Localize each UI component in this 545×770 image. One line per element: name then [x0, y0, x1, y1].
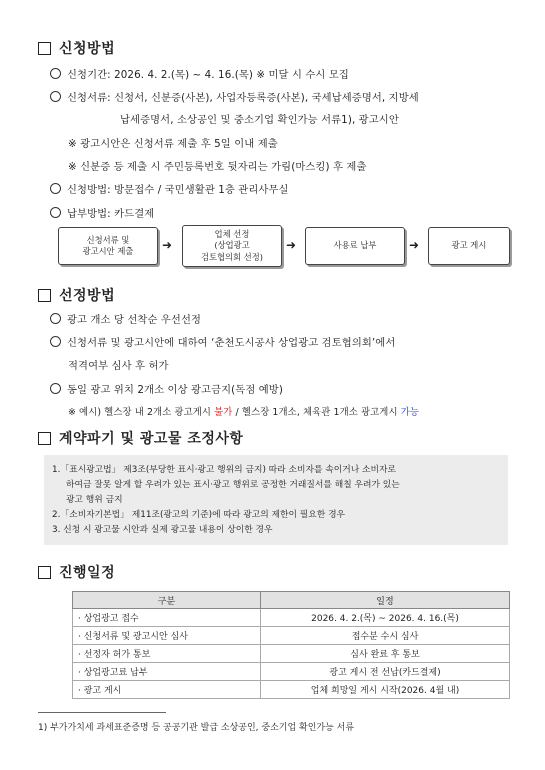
- footnote-divider: [38, 712, 166, 713]
- checkbox-square-icon: [38, 432, 51, 445]
- flow-step-post: 광고 게시: [428, 227, 510, 265]
- checkbox-square-icon: [38, 289, 51, 302]
- circle-bullet-icon: [50, 313, 61, 324]
- section-title-schedule: [38, 562, 115, 582]
- allowed-label: 가능: [400, 407, 420, 418]
- arrow-right-icon: ➜: [286, 238, 297, 252]
- terms-item-1-cont: 하여금 잘못 알게 할 우려가 있는 표시·광고 행위로 공정한 거래질서를 해칠 우려가 있는: [66, 480, 400, 490]
- column-header: 구분: [73, 592, 261, 609]
- apply-method: 신청방법: 방문접수 / 국민생활관 1층 관리사무실: [50, 181, 289, 196]
- table-cell: · 선정자 허가 통보: [73, 645, 261, 663]
- terms-item-1: 1.「표시광고법」 제3조(부당한 표시·광고 행위의 금지) 따라 소비자를 속이거나 소비자로: [52, 465, 397, 475]
- section-title-terms: [38, 428, 243, 448]
- select-example: ※ 예시) 헬스장 내 2개소 광고게시 불가 / 헬스장 1개소, 체육관 1개소 광고게시 가능: [68, 407, 420, 418]
- flow-step-fee: 사용료 납부: [305, 227, 405, 265]
- select-line-2: 신청서류 및 광고시안에 대하여 ‘춘천도시공사 상업광고 검토협의회’에서: [50, 334, 395, 349]
- flow-step-select: 업체 선정 (상업광고 검토협의회 선정): [182, 225, 282, 267]
- terms-box: [44, 455, 508, 545]
- table-row: [73, 663, 510, 681]
- circle-bullet-icon: [50, 68, 61, 79]
- table-row: [73, 627, 510, 645]
- terms-item-3: 3. 신청 시 광고물 시안과 실제 광고물 내용이 상이한 경우: [52, 525, 273, 535]
- checkbox-square-icon: [38, 566, 51, 579]
- checkbox-square-icon: [38, 42, 51, 55]
- section-title-text: 진행일정: [59, 565, 116, 581]
- arrow-right-icon: ➜: [162, 238, 173, 252]
- arrow-right-icon: ➜: [409, 238, 420, 252]
- table-cell: · 상업광고료 납부: [73, 663, 261, 681]
- table-row: [73, 645, 510, 663]
- select-line-4: 동일 광고 위치 2개소 이상 광고금지(독점 예방): [50, 381, 283, 396]
- table-cell: · 신청서류 및 광고시안 심사: [73, 627, 261, 645]
- table-cell: 2026. 4. 2.(목) ~ 2026. 4. 16.(목): [261, 609, 510, 627]
- table-cell: 접수분 수시 심사: [261, 627, 510, 645]
- table-cell: 업체 희망일 게시 시작(2026. 4월 내): [261, 681, 510, 699]
- terms-item-2: 2.「소비자기본법」 제11조(광고의 기준)에 따라 광고의 제한이 필요한 경우: [52, 510, 346, 520]
- apply-payment: 납부방법: 카드결제: [50, 205, 154, 220]
- section-title-select: [38, 285, 115, 305]
- circle-bullet-icon: [50, 383, 61, 394]
- section-title-text: 계약파기 및 광고물 조정사항: [59, 431, 244, 447]
- terms-item-1-cont: 광고 행위 금지: [66, 495, 123, 505]
- table-cell: 광고 게시 전 선납(카드결제): [261, 663, 510, 681]
- column-header: 일정: [261, 592, 510, 609]
- select-line-3: 적격여부 심사 후 허가: [68, 360, 169, 372]
- section-title-apply: [38, 38, 115, 58]
- table-cell: · 광고 게시: [73, 681, 261, 699]
- table-cell: · 상업광고 접수: [73, 609, 261, 627]
- not-allowed-label: 불가: [214, 407, 233, 418]
- circle-bullet-icon: [50, 336, 61, 347]
- section-title-text: 신청방법: [59, 41, 116, 57]
- apply-note-2: ※ 신분증 등 제출 시 주민등록번호 뒷자리는 가림(마스킹) 후 제출: [68, 161, 367, 173]
- apply-note-1: ※ 광고시안은 신청서류 제출 후 5일 이내 제출: [68, 138, 278, 150]
- footnote: 1) 부가가치세 과세표준증명 등 공공기관 발급 소상공인, 중소기업 확인가능 서류: [38, 723, 355, 733]
- table-row: [73, 681, 510, 699]
- circle-bullet-icon: [50, 183, 61, 194]
- select-line-1: 광고 개소 당 선착순 우선선정: [50, 311, 201, 326]
- flow-step-submit: 신청서류 및 광고시안 제출: [58, 227, 158, 265]
- table-cell: 심사 완료 후 통보: [261, 645, 510, 663]
- section-title-text: 선정방법: [59, 288, 116, 304]
- schedule-table: [72, 591, 510, 699]
- apply-period: 신청기간: 2026. 4. 2.(목) ~ 4. 16.(목) ※ 미달 시 수시 모집: [50, 66, 349, 81]
- table-header-row: [73, 592, 510, 609]
- apply-docs-cont: 납세증명서, 소상공인 및 중소기업 확인가능 서류1), 광고시안: [120, 114, 399, 126]
- table-row: [73, 609, 510, 627]
- circle-bullet-icon: [50, 91, 61, 102]
- apply-docs: 신청서류: 신청서, 신분증(사본), 사업자등록증(사본), 국세납세증명서, 지방세: [50, 89, 419, 104]
- circle-bullet-icon: [50, 207, 61, 218]
